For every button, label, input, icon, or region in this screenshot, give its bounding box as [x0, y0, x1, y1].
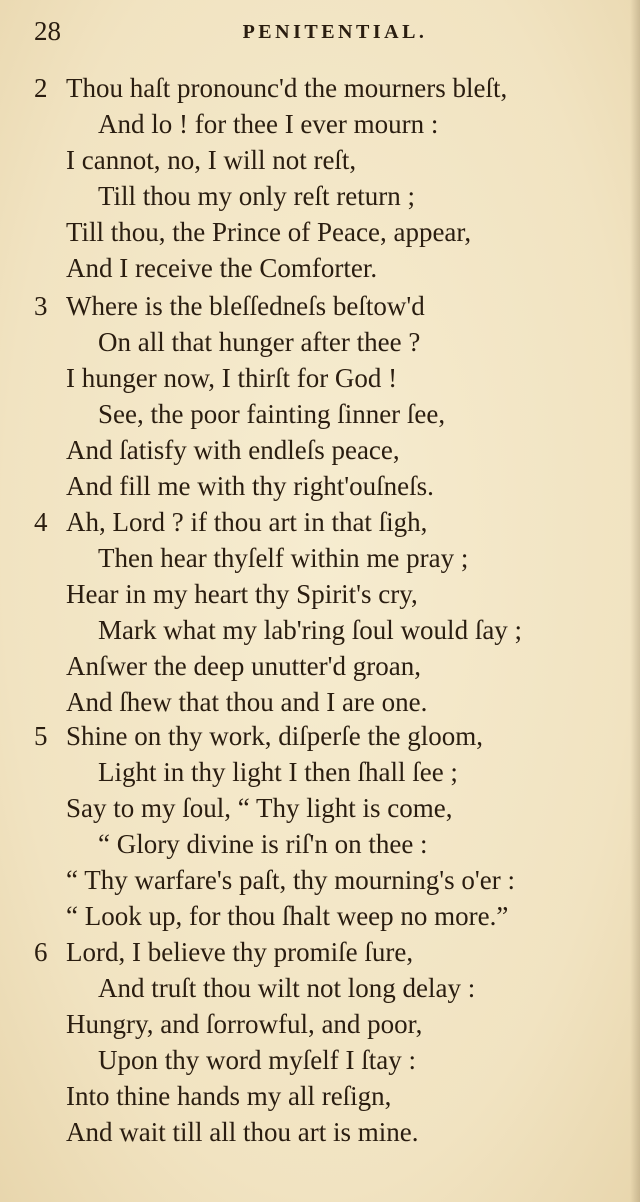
verse-line: Thou haſt pronounc'd the mourners bleſt, — [66, 73, 508, 103]
stanza-number: 3 — [34, 291, 48, 321]
verse-line: Hear in my heart thy Spirit's cry, — [66, 579, 418, 609]
verse-line: “ Look up, for thou ſhalt weep no more.” — [66, 901, 509, 931]
verse-line: And ſatisfy with endleſs peace, — [66, 435, 400, 465]
verse-line: And I receive the Comforter. — [66, 253, 378, 283]
verse-line: And truſt thou wilt not long delay : — [98, 973, 476, 1003]
verse-line: Upon thy word myſelf I ſtay : — [98, 1045, 416, 1075]
verse-line: And lo ! for thee I ever mourn : — [98, 109, 439, 139]
verse-line: And wait till all thou art is mine. — [66, 1117, 419, 1147]
stanza-3 — [0, 288, 640, 504]
verse-line: On all that hunger after thee ? — [98, 327, 421, 357]
stanza-2 — [0, 70, 640, 286]
page-number: 28 — [34, 16, 61, 46]
verse-line: Till thou, the Prince of Peace, appear, — [66, 217, 472, 247]
verse-line: Mark what my lab'ring ſoul would ſay ; — [98, 615, 523, 645]
stanza-number: 6 — [34, 937, 48, 967]
verse-line: Into thine hands my all reſign, — [66, 1081, 392, 1111]
verse-line: Anſwer the deep unutter'd groan, — [66, 651, 421, 681]
verse-line: Till thou my only reſt return ; — [98, 181, 415, 211]
verse-line: Then hear thyſelf within me pray ; — [98, 543, 469, 573]
stanza-number: 5 — [34, 721, 48, 751]
verse-line: Light in thy light I then ſhall ſee ; — [98, 757, 458, 787]
verse-line: Lord, I believe thy promiſe ſure, — [66, 937, 414, 967]
stanza-6 — [0, 934, 640, 1150]
stanza-4 — [0, 504, 640, 720]
stanza-number: 4 — [34, 507, 48, 537]
verse-line: And fill me with thy right'ouſneſs. — [66, 471, 434, 501]
stanza-number: 2 — [34, 73, 48, 103]
verse-line: I cannot, no, I will not reſt, — [66, 145, 357, 175]
verse-line: Where is the bleſſedneſs beſtow'd — [66, 291, 425, 321]
verse-line: “ Glory divine is riſ'n on thee : — [98, 829, 428, 859]
verse-line: And ſhew that thou and I are one. — [66, 687, 428, 717]
verse-line: Shine on thy work, diſperſe the gloom, — [66, 721, 483, 751]
running-head: PENITENTIAL. — [242, 21, 428, 43]
verse-line: Hungry, and ſorrowful, and poor, — [66, 1009, 423, 1039]
verse-line: Say to my ſoul, “ Thy light is come, — [66, 793, 453, 823]
verse-line: See, the poor fainting ſinner ſee, — [98, 399, 446, 429]
stanza-5 — [0, 718, 640, 934]
verse-line: Ah, Lord ? if thou art in that ſigh, — [66, 507, 428, 537]
verse-line: I hunger now, I thirſt for God ! — [66, 363, 398, 393]
verse-line: “ Thy warfare's paſt, thy mourning's o'er : — [66, 865, 515, 895]
